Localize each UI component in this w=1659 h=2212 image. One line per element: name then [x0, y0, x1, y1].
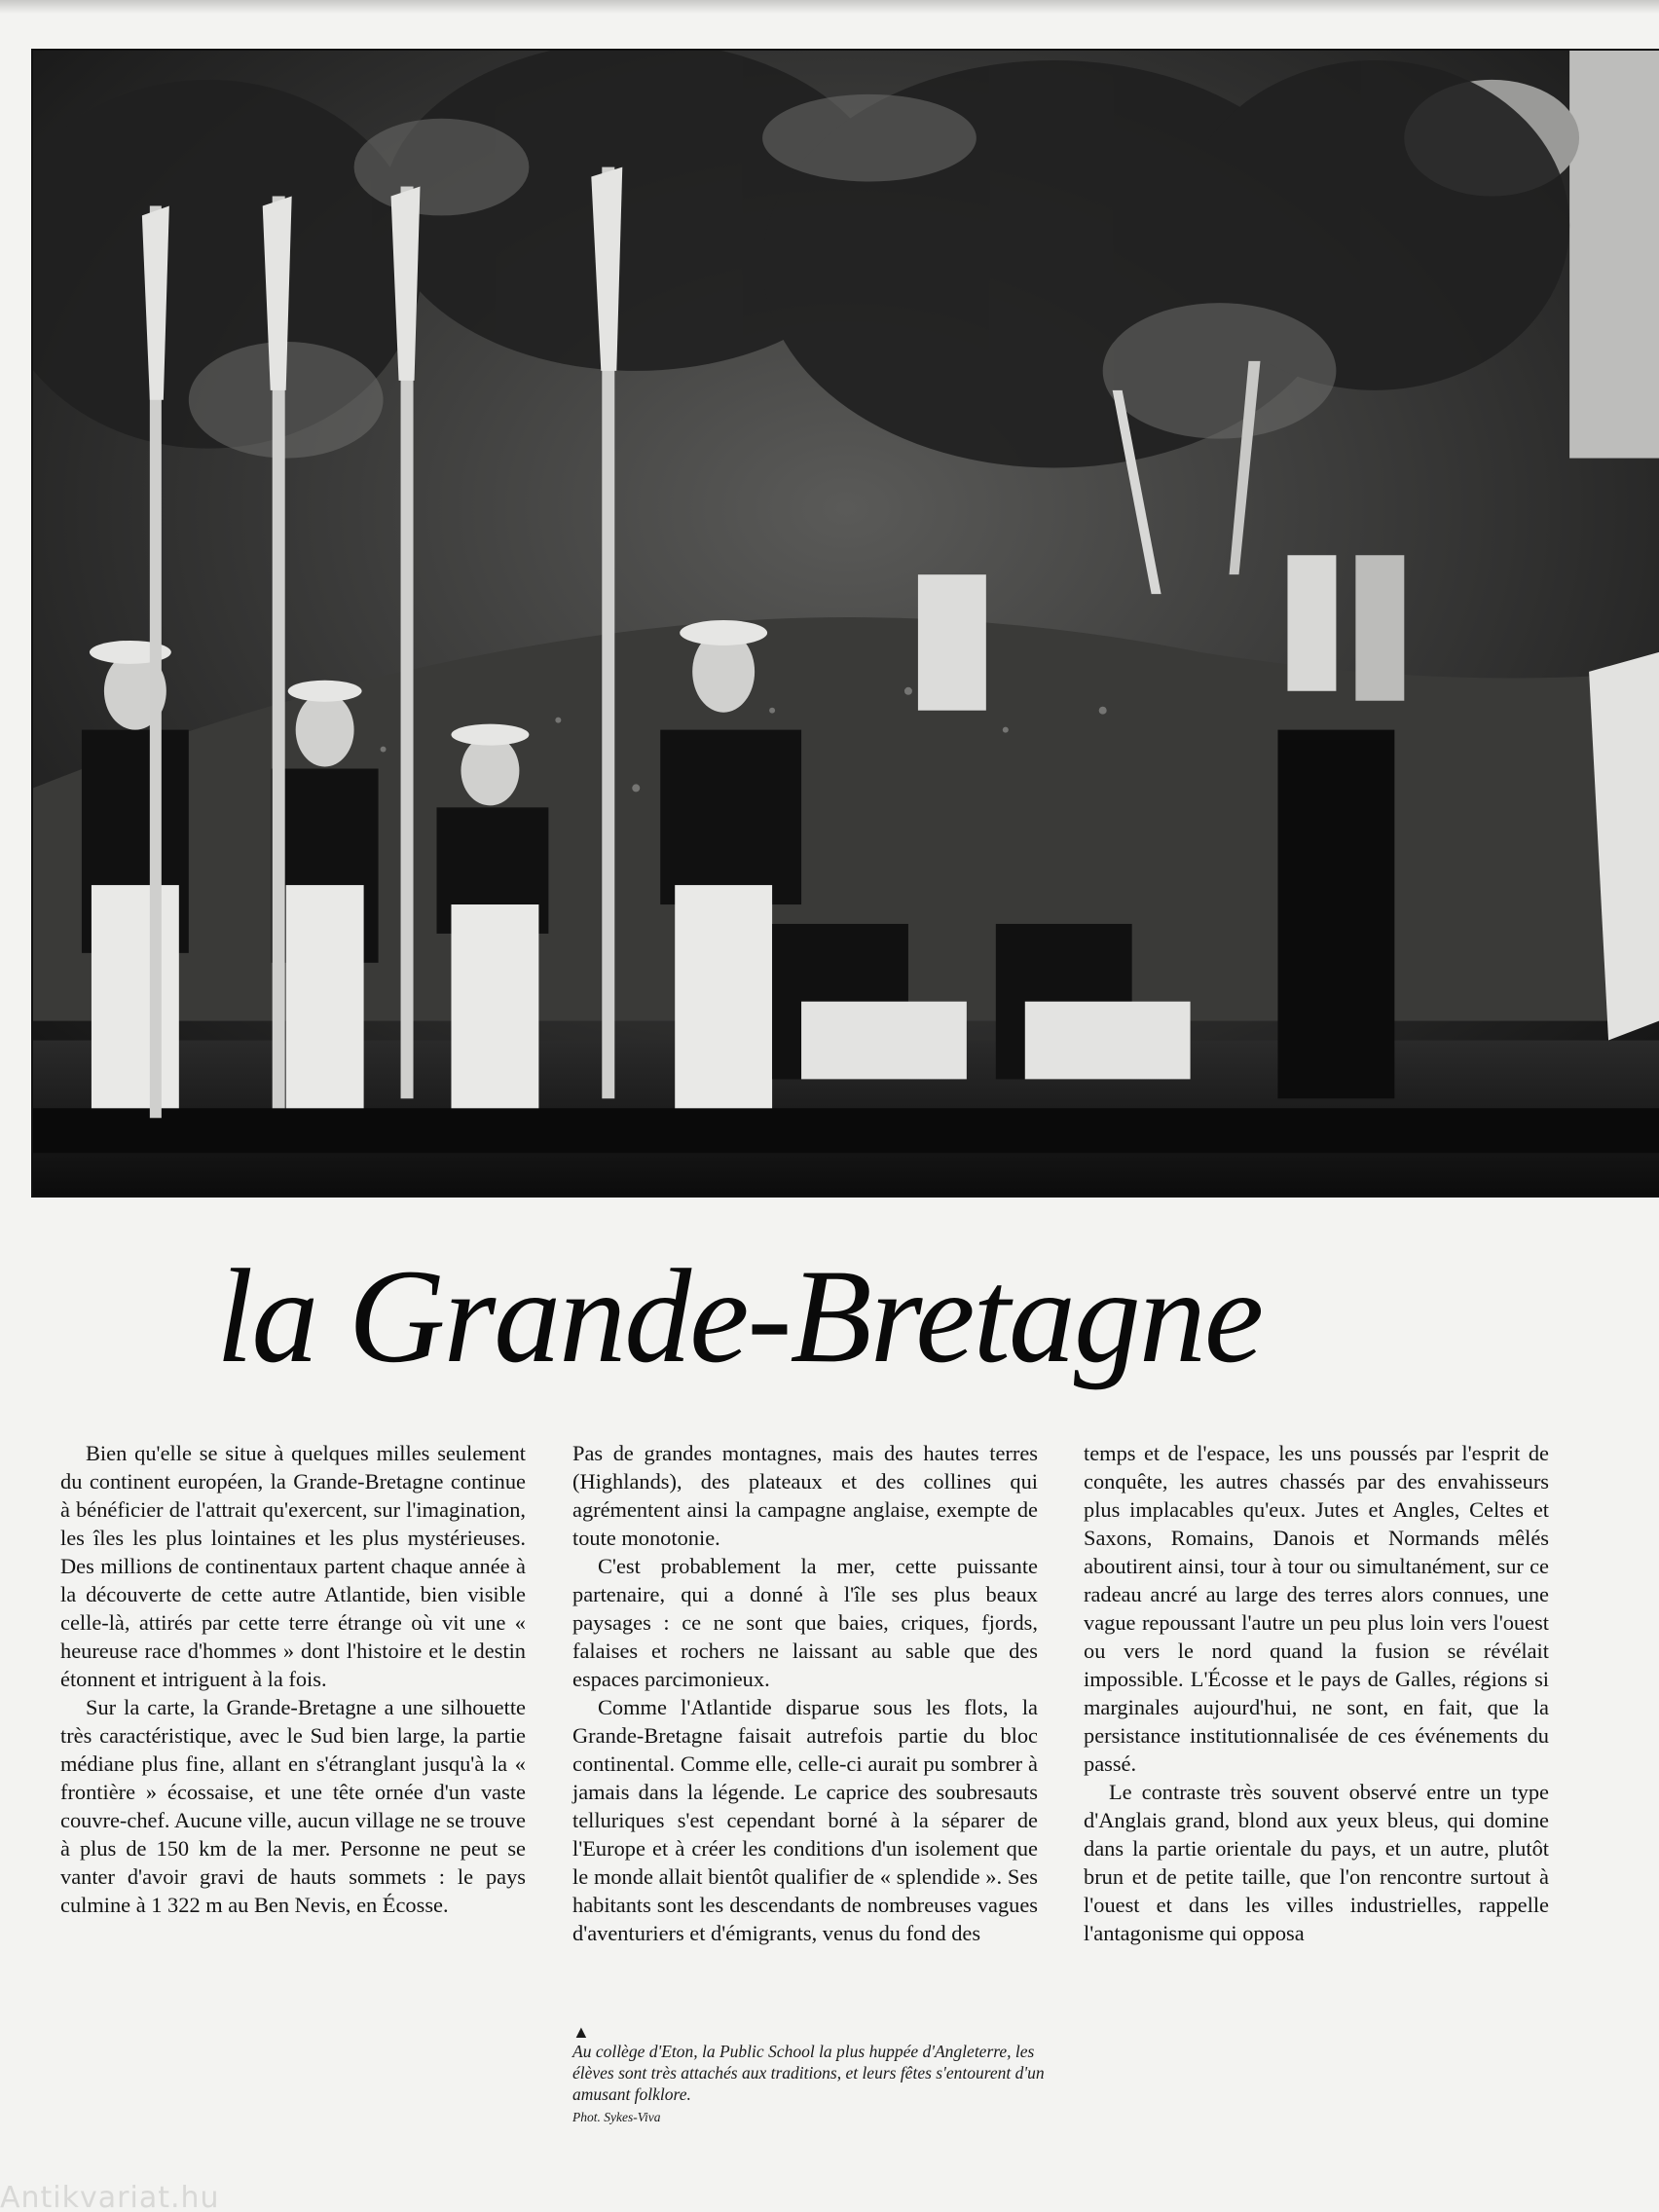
text-column-2 [572, 1439, 1038, 1984]
paragraph: temps et de l'espace, les uns poussés par l'esprit de conquête, les autres chassés par des envahisseurs plus implacables qu'eux. Jutes et Angles, Celtes et Saxons, Romains, Danois et Normands mêlés aboutirent ainsi, tour à tour ou simultanément, sur ce radeau ancré au large des terres alors connues, une vague repoussant l'autre un peu plus loin vers l'ouest ou vers le nord quand la fusion se révélait impossible. L'Écosse et le pays de Galles, régions si marginales aujourd'hui, ne sont, en fait, que la persistance institutionnalisée de ces événements du passé. [1084, 1441, 1549, 1776]
caption-text: Au collège d'Eton, la Public School la plus huppée d'Angleterre, les élèves sont très attachés aux traditions, et leurs fêtes s'entourent d'un amusant folklore. [572, 2042, 1045, 2104]
paragraph: Le contraste très souvent observé entre un type d'Anglais grand, blond aux yeux bleus, qui domine dans la partie orientale du pays, et un autre, plutôt brun et de petite taille, que l'on rencontre surtout à l'ouest et dans les villes industrielles, rappelle l'antagonisme qui opposa [1084, 1780, 1549, 1945]
photo-illustration [33, 51, 1659, 1196]
paragraph: Bien qu'elle se situe à quelques milles seulement du continent européen, la Grande-Bretagne continue à bénéficier de l'attrait qu'exercent, sur l'imagination, les îles les plus lointaines et les plus mystérieuses. Des millions de continentaux partent chaque année à la découverte de cette autre Atlantide, bien visible celle-là, attirés par cette terre étrange où vit une « heureuse race d'hommes » dont l'histoire et le destin étonnent et intriguent à la fois. [60, 1441, 526, 1691]
page-top-shadow [0, 0, 1659, 14]
paragraph: Pas de grandes montagnes, mais des hautes terres (Highlands), des plateaux et des collines qui agrémentent ainsi la campagne anglaise, exempte de toute monotonie. [572, 1441, 1038, 1550]
watermark: Antikvariat.hu [0, 2181, 220, 2212]
photo-caption [572, 2021, 1059, 2128]
text-column-3 [1084, 1439, 1549, 1984]
paragraph: C'est probablement la mer, cette puissante partenaire, qui a donné à l'île ses plus beaux paysages : ce ne sont que baies, criques, fjords, falaises et rochers ne laissant au sable que des espaces parcimonieux. [572, 1554, 1038, 1691]
page-title: la Grande-Bretagne [216, 1241, 1263, 1390]
text-column-1 [60, 1439, 526, 1984]
caption-triangle-icon: ▲ [572, 2022, 590, 2042]
photo-eton-rowers [31, 49, 1659, 1198]
photo-credit: Phot. Sykes-Viva [572, 2110, 661, 2124]
paragraph: Comme l'Atlantide disparue sous les flots, la Grande-Bretagne faisait autrefois partie du bloc continental. Comme elle, celle-ci aurait pu sombrer à jamais dans la légende. Le caprice des soubresauts telluriques s'est cependant borné à la séparer de l'Europe et à créer les conditions d'un isolement que le monde allait bientôt qualifier de « splendide ». Ses habitants sont les descendants de nombreuses vagues d'aventuriers et d'émigrants, venus du fond des [572, 1695, 1038, 1945]
paragraph: Sur la carte, la Grande-Bretagne a une silhouette très caractéristique, avec le Sud bien large, la partie médiane plus fine, allant en s'étranglant jusqu'à la « frontière » écossaise, et une tête ornée d'un vaste couvre-chef. Aucune ville, aucun village ne se trouve à plus de 150 km de la mer. Personne ne peut se vanter d'avoir gravi de hauts sommets : le pays culmine à 1 322 m au Ben Nevis, en Écosse. [60, 1695, 526, 1917]
